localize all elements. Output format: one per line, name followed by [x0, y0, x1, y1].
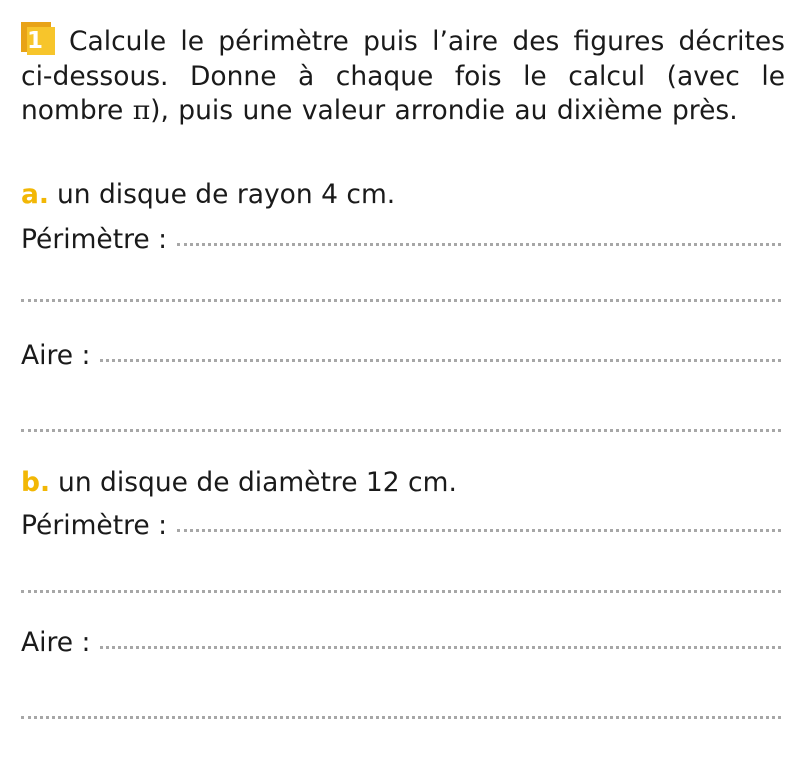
part-b-title — [21, 466, 457, 500]
part-a-perimeter-extra-line[interactable] — [21, 299, 781, 302]
part-a-title — [21, 178, 395, 212]
part-a-text: un disque de rayon 4 cm. — [56, 179, 396, 210]
part-b-letter: b. — [21, 467, 51, 498]
part-a-area-line[interactable] — [21, 339, 781, 373]
part-a-area-answer-field[interactable] — [100, 359, 781, 362]
part-b-area-extra-line[interactable] — [21, 716, 781, 719]
part-b-area-line[interactable] — [21, 626, 781, 660]
part-a-area-extra-line[interactable] — [21, 429, 781, 432]
pi-symbol: π — [132, 95, 151, 126]
part-b-perimeter-extra-line[interactable] — [21, 590, 781, 593]
exercise-number-badge — [21, 22, 57, 55]
part-b-perimeter-label: Périmètre : — [21, 510, 168, 541]
part-b-area-label: Aire : — [21, 627, 91, 658]
instruction-text-part1: Calcule le périmètre puis l’aire des figures décrites ci-dessous. Donne à chaque fois le calcul (avec le nombre — [21, 26, 785, 126]
part-a-letter: a. — [21, 179, 49, 210]
part-a-perimeter-label: Périmètre : — [21, 224, 168, 255]
part-a-perimeter-line[interactable] — [21, 223, 781, 257]
exercise-number: 1 — [27, 27, 55, 55]
part-b-perimeter-line[interactable] — [21, 509, 781, 543]
part-b-text: un disque de diamètre 12 cm. — [58, 467, 457, 498]
part-a-perimeter-answer-field[interactable] — [177, 243, 781, 246]
part-a-area-label: Aire : — [21, 340, 91, 371]
part-b-perimeter-answer-field[interactable] — [177, 529, 781, 532]
instruction-text-part2: ), puis une valeur arrondie au dixième près. — [150, 95, 738, 126]
exercise-instruction — [21, 22, 785, 129]
part-b-area-answer-field[interactable] — [100, 646, 781, 649]
